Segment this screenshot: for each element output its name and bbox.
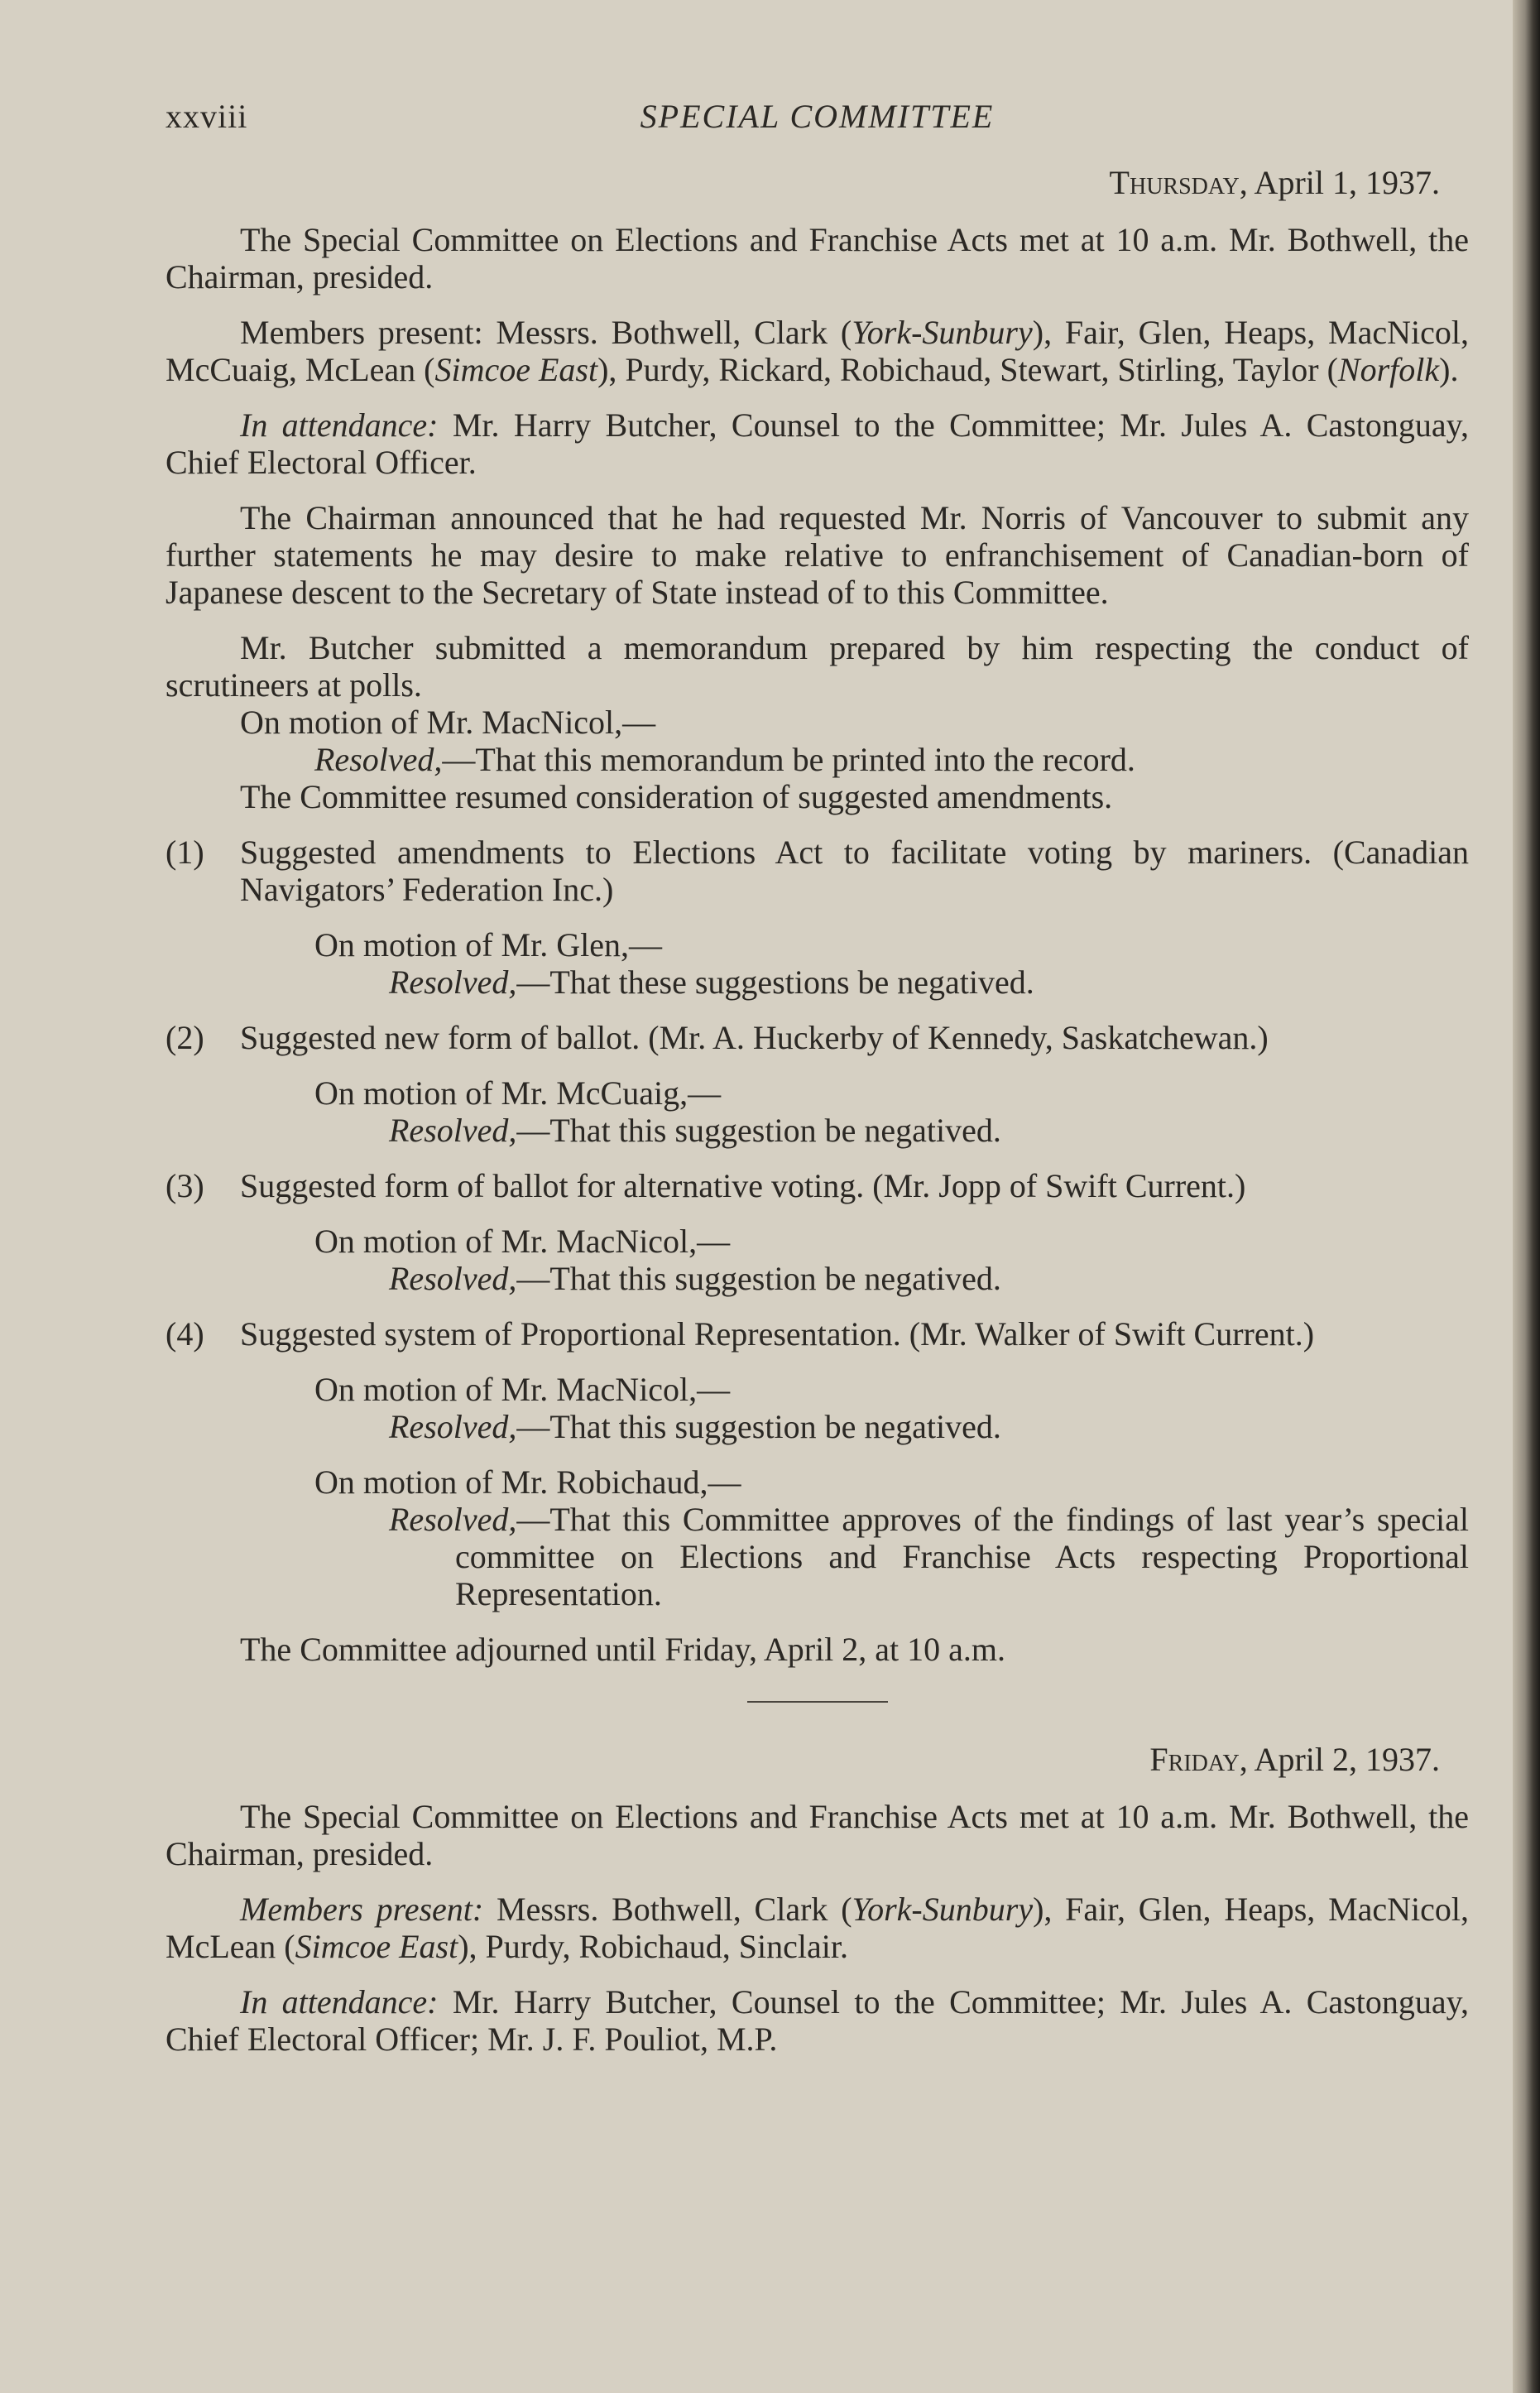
members-text: Messrs. Bothwell, Clark (: [483, 1891, 852, 1928]
meeting-2-day: Friday: [1149, 1741, 1240, 1778]
resolved-label: Resolved,: [389, 1260, 517, 1297]
resumed-consideration: The Committee resumed consideration of suggested amendments.: [240, 778, 1113, 815]
members-text: ).: [1439, 351, 1459, 388]
members-text: Members present: Messrs. Bothwell, Clark (: [240, 314, 852, 351]
members-text: ), Purdy, Rickard, Robichaud, Stewart, Stirling, Taylor (: [597, 351, 1338, 388]
item-text: Suggested amendments to Elections Act to facilitate voting by mariners. (Canadian Navigators’ Federation Inc.): [240, 834, 1469, 908]
item-2-resolution: [166, 1112, 1469, 1149]
chairman-announcement: The Chairman announced that he had requested Mr. Norris of Vancouver to submit any further statements he may desire to make relative to enfranchisement of Canadian-born of Japanese descent to the Secretary of State instead of to this Committee.: [166, 499, 1469, 611]
meeting-1-day: Thursday: [1109, 164, 1240, 201]
riding-name: York-Sunbury: [852, 1891, 1034, 1928]
item-3-resolution: [166, 1260, 1469, 1297]
members-text: ), Fair, Glen, Heaps, MacNicol, McCuaig, McLean (: [166, 314, 1470, 388]
item-text: Suggested form of ballot for alternative voting. (Mr. Jopp of Swift Current.): [240, 1167, 1246, 1204]
page-header: [166, 98, 1469, 147]
item-number: (3): [166, 1167, 204, 1204]
members-label: Members present:: [240, 1891, 484, 1928]
amendment-item-3: [166, 1167, 1469, 1204]
resolved-label: Resolved,: [389, 963, 517, 1001]
running-head: SPECIAL COMMITTEE: [640, 98, 995, 135]
resolved-label: Resolved,: [389, 1112, 517, 1149]
item-text: Suggested system of Proportional Representation. (Mr. Walker of Swift Current.): [240, 1315, 1315, 1353]
meeting-2-opening: The Special Committee on Elections and Franchise Acts met at 10 a.m. Mr. Bothwell, the Chairman, presided.: [166, 1798, 1469, 1872]
members-text: ), Fair, Glen, Heaps, MacNicol, McLean (: [166, 1891, 1470, 1965]
resolved-label: Resolved,: [389, 1408, 517, 1445]
meeting-1-attendance: [166, 406, 1469, 481]
attendance-text: Mr. Harry Butcher, Counsel to the Committee; Mr. Jules A. Castonguay, Chief Electoral Officer.: [166, 406, 1469, 481]
amendment-item-2: [166, 1019, 1469, 1056]
resolved-text: —That these suggestions be negatived.: [516, 963, 1034, 1001]
adjournment: The Committee adjourned until Friday, April 2, at 10 a.m.: [240, 1631, 1006, 1668]
page-number: xxviii: [166, 98, 248, 135]
item-2-motion: On motion of Mr. McCuaig,—: [314, 1074, 722, 1112]
members-text: ), Purdy, Robichaud, Sinclair.: [458, 1928, 849, 1965]
resolved-label: Resolved,: [314, 741, 443, 778]
meeting-1-date: [166, 164, 1469, 201]
resolved-text: —That this suggestion be negatived.: [516, 1112, 1001, 1149]
resolved-text: —That this memorandum be printed into the record.: [442, 741, 1135, 778]
item-3-motion: On motion of Mr. MacNicol,—: [314, 1223, 731, 1260]
resolved-label: Resolved,: [389, 1501, 517, 1538]
memorandum-resolution: [166, 741, 1469, 778]
item-4-resolution: [166, 1408, 1469, 1445]
meeting-1-members-present: [166, 314, 1469, 388]
item-number: (1): [166, 834, 204, 871]
page-edge-shadow: [1513, 0, 1540, 2393]
item-text: Suggested new form of ballot. (Mr. A. Huckerby of Kennedy, Saskatchewan.): [240, 1019, 1269, 1056]
item-number: (2): [166, 1019, 204, 1056]
meeting-2-date-text: , April 2, 1937.: [1239, 1741, 1440, 1778]
memorandum-paragraph: Mr. Butcher submitted a memorandum prepared by him respecting the conduct of scrutineers at polls.: [166, 629, 1469, 704]
riding-name: York-Sunbury: [852, 314, 1033, 351]
resolved-text: —That this suggestion be negatived.: [516, 1260, 1001, 1297]
riding-name: Simcoe East: [434, 351, 598, 388]
meeting-2-members-present: [166, 1891, 1469, 1965]
item-number: (4): [166, 1315, 204, 1353]
meeting-1-date-text: , April 1, 1937.: [1239, 164, 1440, 201]
section-divider: [747, 1701, 888, 1703]
meeting-1-opening: The Special Committee on Elections and Franchise Acts met at 10 a.m. Mr. Bothwell, the Chairman, presided.: [166, 221, 1469, 296]
riding-name: Simcoe East: [295, 1928, 458, 1965]
item-1-motion: On motion of Mr. Glen,—: [314, 926, 662, 963]
resolved-text: —That this suggestion be negatived.: [516, 1408, 1001, 1445]
meeting-2-attendance: [166, 1983, 1469, 2058]
resolved-text: —That this Committee approves of the findings of last year’s special committee on Elections and Franchise Acts respecting Proportional Representation.: [455, 1501, 1469, 1612]
attendance-label: In attendance:: [240, 1983, 439, 2021]
item-4-motion: On motion of Mr. MacNicol,—: [314, 1371, 731, 1408]
attendance-text: Mr. Harry Butcher, Counsel to the Committee; Mr. Jules A. Castonguay, Chief Electoral Officer; Mr. J. F. Pouliot, M.P.: [166, 1983, 1469, 2058]
attendance-label: In attendance:: [240, 406, 439, 444]
amendment-item-1: [166, 834, 1469, 908]
item-4-second-resolution: [166, 1501, 1469, 1612]
amendment-item-4: [166, 1315, 1469, 1353]
memorandum-motion: On motion of Mr. MacNicol,—: [240, 704, 656, 741]
meeting-2-date: [166, 1741, 1469, 1778]
riding-name: Norfolk: [1337, 351, 1440, 388]
item-1-resolution: [166, 963, 1469, 1001]
page-content: [166, 98, 1469, 2076]
item-4-second-motion: On motion of Mr. Robichaud,—: [314, 1463, 741, 1501]
